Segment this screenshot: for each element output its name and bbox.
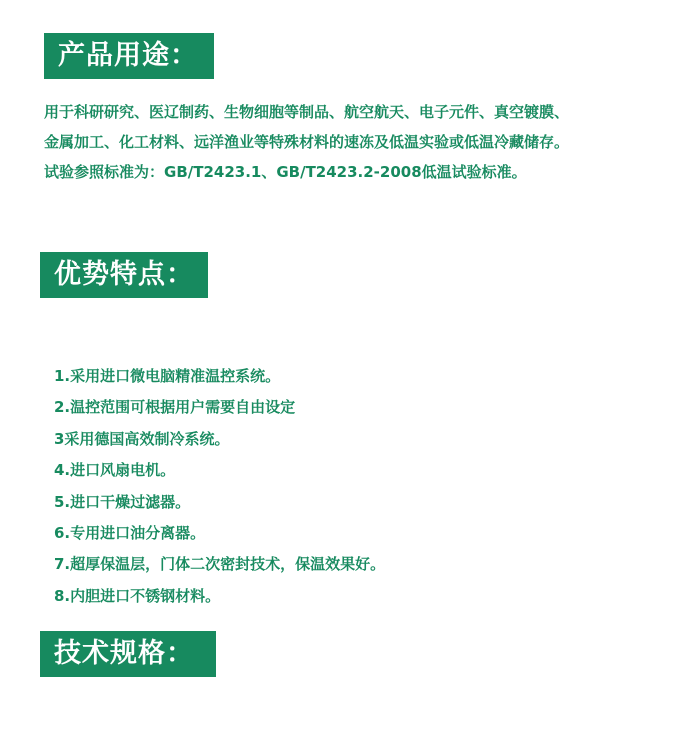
- feature-item: 1.采用进口微电脑精准温控系统。: [54, 367, 281, 385]
- feature-item: 4.进口风扇电机。: [54, 461, 176, 480]
- usage-line: 试验参照标准为：GB/T2423.1、GB/T2423.2-2008低温试验标准。: [44, 163, 527, 181]
- section-header-specs: 技术规格：: [40, 631, 216, 677]
- feature-item: 6.专用进口油分离器。: [54, 523, 206, 542]
- usage-paragraph: [44, 97, 694, 187]
- usage-line: 用于科研研究、医辽制药、生物细胞等制品、航空航天、电子元件、真空镀膜、: [44, 103, 570, 121]
- features-list: [54, 361, 385, 612]
- usage-line: 金属加工、化工材料、远洋渔业等特殊材料的速冻及低温实验或低温冷藏储存。: [44, 133, 570, 151]
- section-header-advantages: 优势特点：: [40, 252, 208, 298]
- feature-item: 5.进口干燥过滤器。: [54, 492, 191, 511]
- feature-item: 2.温控范围可根据用户需要自由设定: [54, 398, 296, 417]
- section-header-usage: 产品用途：: [44, 33, 214, 79]
- feature-item: 7.超厚保温层，门体二次密封技术，保温效果好。: [54, 555, 386, 574]
- feature-item: 8.内胆进口不锈钢材料。: [54, 586, 221, 605]
- feature-item: 3采用德国高效制冷系统。: [54, 429, 230, 448]
